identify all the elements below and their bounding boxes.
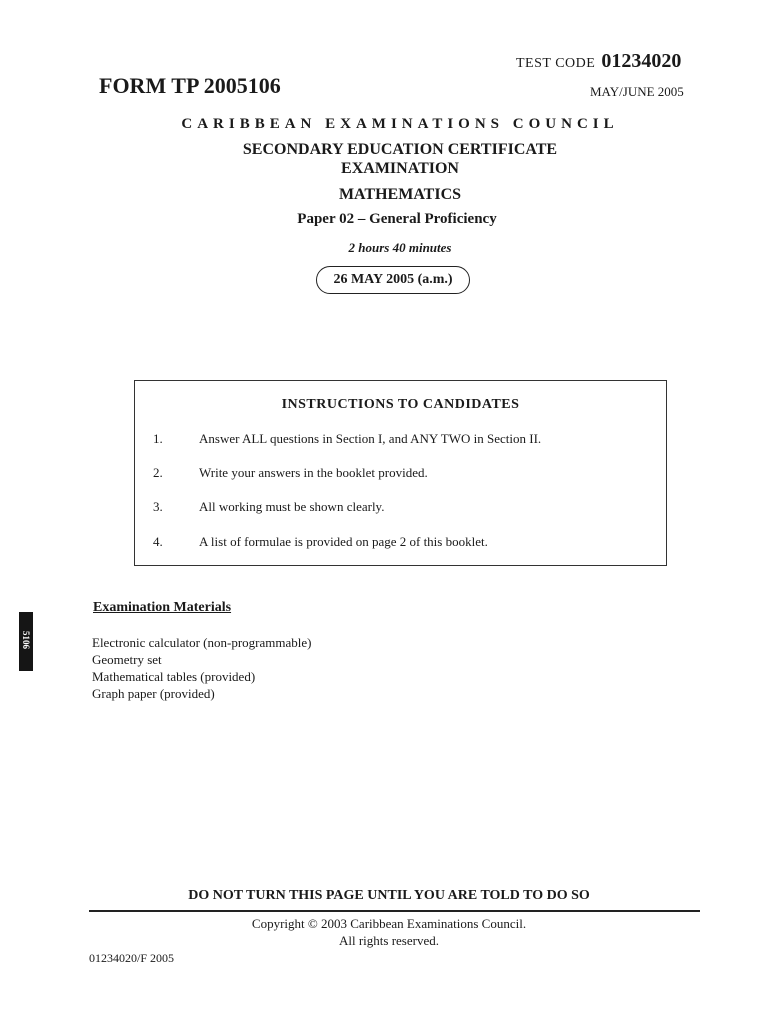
exam-duration: 2 hours 40 minutes xyxy=(348,240,452,255)
rights-notice: All rights reserved. xyxy=(338,933,439,948)
form-code: FORM TP 2005106 xyxy=(99,73,281,98)
certificate-title-line1: SECONDARY EDUCATION CERTIFICATE xyxy=(242,141,558,158)
instructions-box xyxy=(134,380,667,566)
exam-date: 26 MAY 2005 (a.m.) xyxy=(316,266,470,294)
instruction-number: 3. xyxy=(153,499,163,514)
copyright-notice: Copyright © 2003 Caribbean Examinations Council. xyxy=(251,916,527,931)
material-item: Mathematical tables (provided) xyxy=(92,669,256,684)
council-name: CARIBBEAN EXAMINATIONS COUNCIL xyxy=(181,116,619,132)
exam-session: MAY/JUNE 2005 xyxy=(590,84,684,99)
material-item: Graph paper (provided) xyxy=(92,686,215,701)
do-not-turn-warning: DO NOT TURN THIS PAGE UNTIL YOU ARE TOLD TO DO SO xyxy=(188,888,590,903)
materials-list xyxy=(92,634,311,702)
instruction-text: Answer ALL questions in Section I, and ANY TWO in Section II. xyxy=(199,431,542,446)
instruction-number: 4. xyxy=(153,534,163,549)
footer-divider xyxy=(89,910,700,912)
paper-title: Paper 02 – General Proficiency xyxy=(297,211,497,227)
materials-heading: Examination Materials xyxy=(93,600,232,615)
side-tab xyxy=(19,612,33,671)
instruction-number: 1. xyxy=(153,431,163,446)
material-item: Geometry set xyxy=(92,652,162,667)
material-item: Electronic calculator (non-programmable) xyxy=(92,635,312,650)
test-code-number: 01234020 xyxy=(601,50,682,72)
side-tab-label: 5106 xyxy=(21,631,31,649)
instruction-text: All working must be shown clearly. xyxy=(199,499,385,514)
instruction-text: Write your answers in the booklet provided. xyxy=(199,465,428,480)
instructions-heading: INSTRUCTIONS TO CANDIDATES xyxy=(281,397,520,412)
test-code xyxy=(516,50,681,73)
footer-code: 01234020/F 2005 xyxy=(89,951,175,965)
test-code-label: TEST CODE xyxy=(516,56,596,71)
subject-title: MATHEMATICS xyxy=(338,186,462,203)
certificate-title-line2: EXAMINATION xyxy=(341,160,459,177)
instruction-text: A list of formulae is provided on page 2 of this booklet. xyxy=(199,534,488,549)
instruction-number: 2. xyxy=(153,465,163,480)
